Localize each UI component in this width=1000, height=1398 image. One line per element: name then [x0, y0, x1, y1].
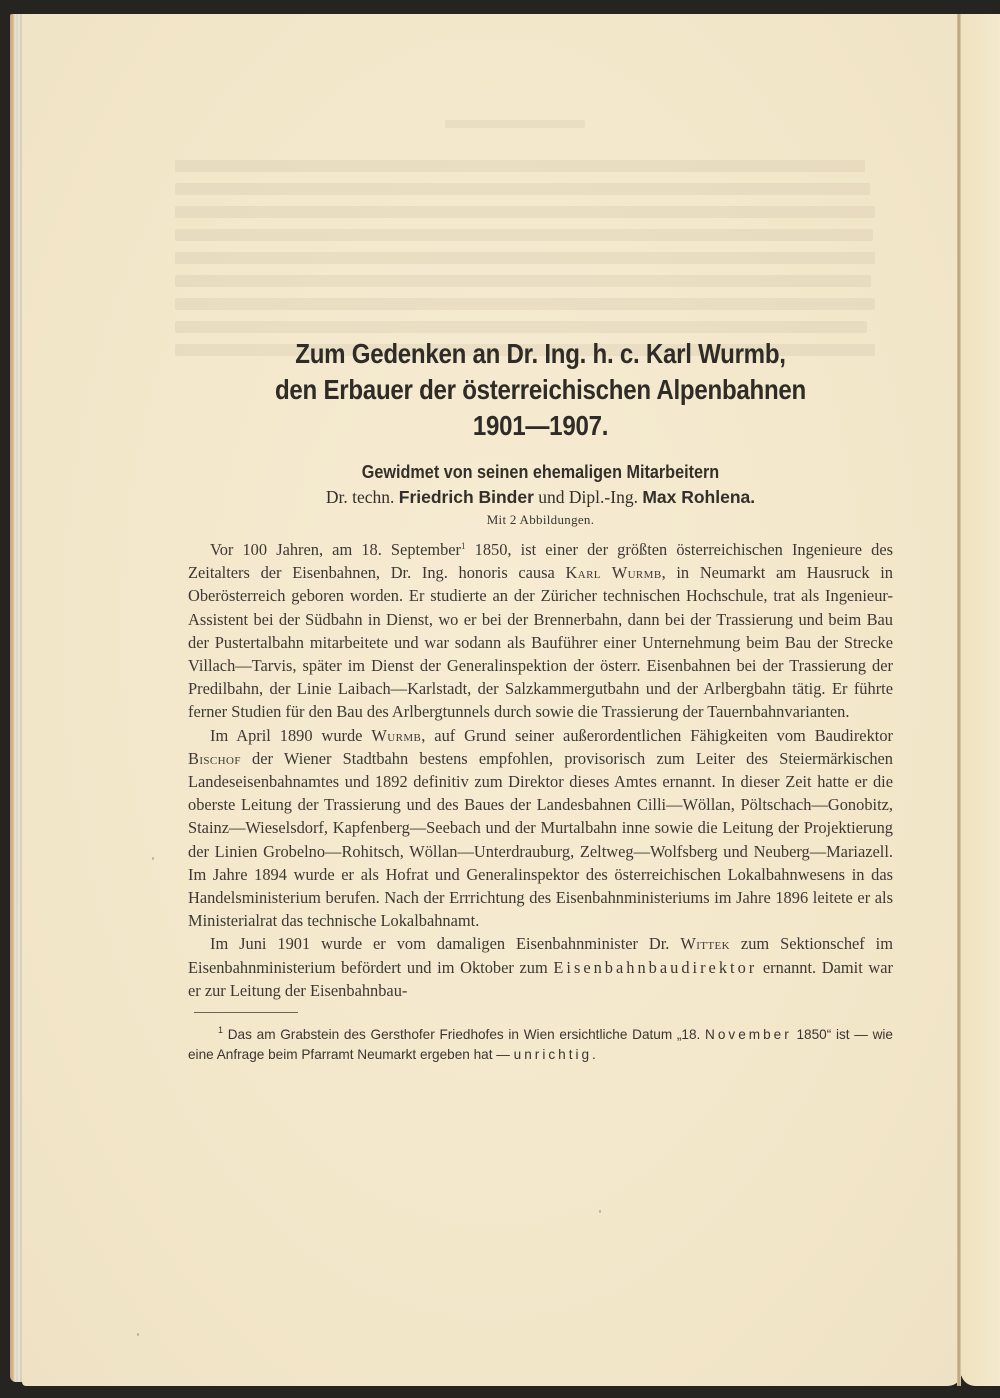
paper-speck	[599, 1210, 601, 1213]
paragraph	[188, 724, 893, 933]
person-name: Wittek	[680, 934, 730, 954]
footnote	[188, 1025, 893, 1065]
showthrough-line	[175, 183, 870, 195]
text-run: 1850“ ist — wie eine Anfrage beim Pfarramt Neumarkt ergeben hat —	[188, 1027, 893, 1063]
showthrough-line	[175, 160, 865, 172]
paper-speck	[152, 857, 154, 860]
person-name: Karl Wurmb	[565, 563, 662, 583]
showthrough-header	[445, 120, 585, 128]
person-name: Bischof	[188, 748, 241, 768]
author-line	[188, 484, 893, 510]
paragraph	[188, 932, 893, 1002]
text-run: zum Sektionschef im Eisenbahnministerium befördert und im Oktober zum	[188, 934, 893, 977]
showthrough-line	[175, 229, 873, 241]
showthrough-line	[175, 298, 875, 310]
emphasized-term: unrichtig.	[513, 1047, 599, 1063]
footnote-marker: 1	[218, 1025, 224, 1036]
article-title	[237, 336, 843, 444]
dedication: Gewidmet von seinen ehemaligen Mitarbeitern	[361, 462, 720, 482]
text-run: , auf Grund seiner außerordentlichen Fähigkeiten vom Baudirektor	[421, 725, 893, 745]
text-run: , in Neumarkt am Hausruck in Oberösterreich geboren worden. Er studierte an der Züricher technischen Hochschule, trat als Ingenieur-Assistent bei der Südbahn in Dienst, wo er bei der Brennerbahn, dann bei der Trassierung und beim Bau der Pustertalbahn mitarbeitete und war sodann als Bauführer einer Unternehmung beim Bau der Strecke Villach—Tarvis, später im Dienst der Generalinspektion der österr. Eisenbahnen bei der Trassierung der Predilbahn, der Linie Laibach—Karlstadt, der Salzkammergutbahn und der Arlbergbahn tätig. Er führte ferner Studien für den Bau des Arlbergtunnels durch sowie die Trassierung der Tauernbahnvarianten.	[188, 563, 893, 722]
author-joiner: und Dipl.-Ing.	[533, 487, 643, 507]
text-run: Das am Grabstein des Gersthofer Friedhofes in Wien ersichtliche Datum „18.	[223, 1027, 706, 1043]
showthrough-line	[175, 252, 875, 264]
article-body	[188, 538, 893, 1002]
author-name: Max Rohlena.	[642, 487, 756, 507]
emphasized-term: Eisenbahnbaudirektor	[553, 957, 758, 977]
author-name: Friedrich Binder	[398, 487, 534, 507]
footnote-ref[interactable]: 1	[461, 541, 466, 551]
text-run: ernannt. Damit war er zur Leitung der Eisenbahnbau-	[188, 957, 894, 1000]
title-line: 1901—1907.	[472, 410, 609, 441]
text-run: Im April 1890 wurde	[210, 725, 372, 745]
reverse-page-showthrough	[175, 120, 875, 367]
showthrough-line	[175, 275, 871, 287]
author-prefix: Dr. techn.	[325, 487, 399, 507]
article	[188, 336, 893, 1065]
text-run: Im Juni 1901 wurde er vom damaligen Eisenbahnminister Dr.	[210, 934, 681, 954]
emphasized-term: November	[705, 1027, 792, 1043]
showthrough-line	[175, 321, 867, 333]
title-line: den Erbauer der österreichischen Alpenbahnen	[274, 374, 807, 405]
text-run: Vor 100 Jahren, am 18. September	[210, 540, 462, 559]
text-run: 1850, ist einer der größten österreichischen Ingenieure des Zeitalters der Eisenbahnen, Dr. Ing. honoris causa	[188, 540, 893, 583]
paper-speck	[137, 1333, 139, 1336]
paragraph	[188, 538, 893, 724]
text-run: der Wiener Stadtbahn bestens empfohlen, provisorisch zum Leiter des Steiermärkischen Landeseisenbahnamtes und 1892 definitiv zum Direktor dieses Amtes ernannt. In dieser Zeit hatte er die oberste Leitung der Trassierung und des Baues der Landesbahnen Cilli—Wöllan, Pöltschach—Gonobitz, Stainz—Wieselsdorf, Kapfenberg—Seebach und der Murtalbahn inne sowie die Leitung der Projektierung der Linien Grobelno—Rohitsch, Wöllan—Unterdrauburg, Zeltweg—Wolfsberg und Neuberg—Mariazell. Im Jahre 1894 wurde er als Hofrat und Generalinspektor des österreichischen Lokalbahnwesens in das Handelsministerium berufen. Nach der Errrichtung des Eisenbahnministeriums im Jahre 1896 leitete er als Ministerialrat das technische Lokalbahnamt.	[188, 748, 893, 931]
title-line: Zum Gedenken an Dr. Ing. h. c. Karl Wurmb,	[295, 338, 786, 369]
person-name: Wurmb	[371, 725, 422, 745]
showthrough-line	[175, 206, 875, 218]
facing-page-edge	[961, 14, 1000, 1386]
footnote-divider	[194, 1012, 298, 1013]
figures-note: Mit 2 Abbildungen.	[486, 512, 595, 527]
